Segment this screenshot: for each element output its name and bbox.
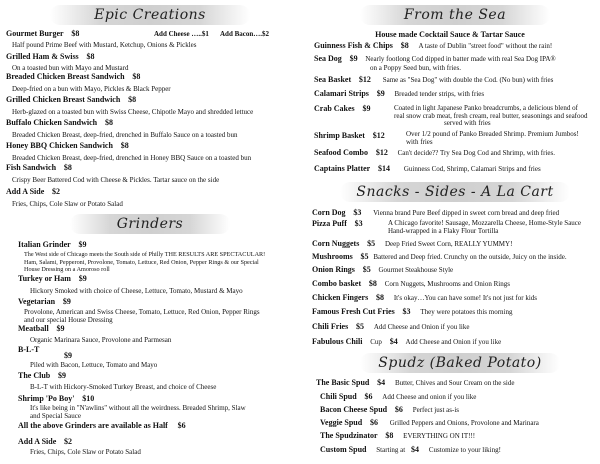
item-name: Combo basket (312, 279, 362, 288)
item-price: $8 (376, 293, 385, 302)
club-item (18, 372, 318, 381)
item-description: Grilled Peppers and Onions, Provolone and Marinara (389, 419, 539, 427)
item-price: $4 (377, 378, 386, 387)
item-name: Corn Dog (312, 208, 346, 217)
item-description (406, 131, 600, 146)
spudzinator-item (320, 432, 600, 441)
basic-spud-item (316, 379, 600, 388)
item-price: $9 (58, 371, 67, 380)
item-description (388, 220, 600, 236)
corn-dog-item (312, 209, 600, 218)
chili-spud-item (320, 393, 600, 402)
item-price: $8 (86, 52, 95, 61)
item-price: $9 (78, 274, 87, 283)
item-price: $2 (64, 437, 73, 446)
item-name: Gourmet Burger (6, 29, 64, 38)
description-line: Provolone, American and Swiss Cheese, Tomato, Lettuce, Red Onion, Pepper Rings (24, 308, 260, 316)
description-line: Over 1/2 pound of Panko Breaded Shrimp. Premium Jumbos! (406, 130, 579, 138)
item-price: $8 (385, 431, 394, 440)
item-price: $8 (104, 118, 113, 127)
blt-item (18, 345, 318, 360)
description-line: real snow crab meat, fresh cream, real butter, seasonings and seafood (394, 111, 588, 120)
item-price: $8 (63, 163, 72, 172)
item-price: $9 (64, 351, 72, 360)
breaded-chicken-item (6, 73, 306, 82)
item-price: $8 (128, 95, 137, 104)
item-description: Customize to your liking! (428, 446, 501, 454)
from-the-sea-heading: From the Sea (360, 5, 550, 25)
item-description (24, 251, 324, 274)
item-description (394, 105, 600, 128)
item-name: Fish Sandwich (6, 163, 57, 172)
half-grinder-item (18, 422, 318, 431)
item-description (24, 309, 324, 324)
item-description: Add Cheese and Onion if you like (405, 338, 502, 346)
item-price: $4 (411, 445, 420, 454)
item-price: $2 (52, 187, 61, 196)
item-name: Seafood Combo (314, 148, 369, 157)
description-line: Ham, Salami, Pepperoni, Provolone, Tomato, Lettuce, Red Onion, Pepper Rings & our Special (24, 258, 259, 266)
item-price: $8 (368, 279, 377, 288)
item-description: They were potatoes this morning (420, 308, 513, 316)
item-price: $6 (369, 418, 378, 427)
item-description: Organic Marinara Sauce, Provolone and Parmesan (30, 336, 172, 344)
description-line: and our special House Dressing (24, 315, 113, 324)
item-name: The Spudzinator (320, 431, 378, 440)
item-name: Grilled Chicken Breast Sandwich (6, 95, 121, 104)
item-description: Deep-fried on a bun with Mayo, Pickles & Black Pepper (12, 85, 171, 93)
item-price: $12 (375, 148, 388, 157)
item-name: Add A Side (18, 437, 57, 446)
add-side-item (6, 188, 306, 197)
chicken-fingers-item (312, 294, 600, 303)
italian-grinder-item (18, 241, 318, 250)
item-description: On a toasted bun with Mayo and Mustard (12, 64, 129, 72)
item-name: Corn Nuggets (312, 239, 360, 248)
item-description: Add Cheese and onion if you like (382, 393, 477, 401)
item-description: Herb-glazed on a toasted bun with Swiss Cheese, Chipotle Mayo and shredded lettuce (12, 108, 254, 116)
honey-bbq-item (6, 142, 306, 151)
seafood-combo-item (314, 149, 600, 158)
item-description: Nearly footlong Cod dipped in batter made with real Sea Dog IPA® (365, 55, 556, 63)
item-name: Famous Fresh Cut Fries (312, 307, 395, 316)
item-description: Can't decide?? Try Sea Dog Cod and Shrimp, with fries. (397, 149, 555, 157)
item-description: Breaded Chicken Breast, deep-fried, drenched in Honey BBQ Sauce on a toasted bun (12, 154, 252, 162)
item-price: $12 (372, 131, 385, 140)
item-name: Vegetarian (18, 297, 56, 306)
item-description: Guinness Cod, Shrimp, Calamari Strips and fries (403, 165, 541, 173)
item-name: Shrimp Basket (314, 131, 365, 140)
fish-sandwich-item (6, 164, 306, 173)
item-price: $4 (389, 337, 398, 346)
item-name: Chili Spud (320, 392, 357, 401)
item-name: Meatball (18, 324, 49, 333)
item-name: Chili Fries (312, 322, 349, 331)
item-price: $10 (82, 394, 95, 403)
item-name: Onion Rings (312, 265, 355, 274)
custom-spud-item (320, 446, 600, 455)
grinders-heading: Grinders (70, 214, 230, 234)
corn-nuggets-item (312, 240, 600, 249)
sea-dog-item (314, 55, 600, 64)
description-line: House Dressing on a Amoroso roll (24, 266, 110, 273)
item-name: Buffalo Chicken Sandwich (6, 118, 98, 127)
item-price: $9 (349, 54, 358, 63)
item-name: Sea Basket (314, 75, 352, 84)
item-description: Battered and Deep fried. Crunchy on the outside, Juicy on the inside. (373, 253, 567, 261)
item-price: $6 (177, 421, 186, 430)
item-description: A taste of Dublin "street food" without the rain! (418, 42, 553, 50)
item-description: Perfect just as-is (412, 406, 459, 414)
item-price: $5 (356, 322, 365, 331)
item-description: Deep Fried Sweet Corn, REALLY YUMMY! (384, 240, 513, 248)
item-price: $6 (364, 392, 373, 401)
item-price: $5 (360, 252, 369, 261)
item-description: Breaded tender strips, with fries (394, 90, 485, 98)
item-description: Piled with Bacon, Lettuce, Tomato and Mayo (30, 361, 158, 369)
calamari-item (314, 90, 600, 99)
grilled-ham-item (6, 53, 306, 62)
description-line: with fries (406, 137, 433, 146)
shrimp-po-boy-item (18, 395, 318, 404)
item-name: Crab Cakes (314, 104, 355, 113)
item-description: Vienna brand Pure Beef dipped in sweet corn bread and deep fried (373, 209, 560, 217)
guinness-item (314, 42, 600, 51)
item-price: $8 (71, 29, 80, 38)
veggie-spud-item (320, 419, 600, 428)
item-description (30, 405, 330, 420)
item-price: $6 (394, 405, 403, 414)
item-name: Bacon Cheese Spud (320, 405, 388, 414)
captains-platter-item (314, 165, 600, 174)
item-name: Mushrooms (312, 252, 353, 261)
turkey-ham-item (18, 275, 318, 284)
sea-subtitle: House made Cocktail Sauce & Tartar Sauce (375, 30, 525, 39)
chili-fries-item (312, 323, 600, 332)
item-name: Turkey or Ham (18, 274, 71, 283)
item-price: $3 (354, 219, 363, 228)
item-name: Grilled Ham & Swiss (6, 52, 79, 61)
item-description: Fries, Chips, Cole Slaw or Potato Salad (30, 448, 141, 456)
item-price: $9 (362, 104, 371, 113)
item-name: Guinness Fish & Chips (314, 41, 393, 50)
item-price: $8 (120, 141, 129, 150)
item-price: $5 (362, 265, 371, 274)
gourmet-burger-item (6, 30, 306, 39)
description-line: Hand-wrapped in a Flaky Flour Tortilla (388, 226, 499, 235)
item-name: The Club (18, 371, 51, 380)
add-cheese-option: Add Cheese …..$1 (154, 30, 209, 38)
item-description: Add Cheese and Onion if you like (373, 323, 470, 331)
item-description: Fries, Chips, Cole Slaw or Potato Salad (12, 200, 123, 208)
item-description: Half pound Prime Beef with Mustard, Ketchup, Onions & Pickles (12, 41, 197, 49)
item-name: Honey BBQ Chicken Sandwich (6, 141, 113, 150)
item-description: Butter, Chives and Sour Cream on the side (394, 379, 515, 387)
item-description: It's okay…You can have some! It's not just for kids (393, 294, 537, 302)
sea-basket-item (314, 76, 600, 85)
item-description: EVERYTHING ON IT!!! (403, 432, 476, 440)
fabulous-chili-item (312, 338, 600, 347)
fresh-cut-fries-item (312, 308, 600, 317)
chili-size-label: Cup (370, 338, 382, 346)
vegetarian-item (18, 298, 318, 307)
item-name: Custom Spud (320, 445, 367, 454)
item-price: $8 (400, 41, 409, 50)
item-description: Hickory Smoked with choice of Cheese, Lettuce, Tomato, Mustard & Mayo (30, 287, 243, 295)
item-name: Pizza Puff (312, 219, 347, 228)
starting-at-label: Starting at (376, 446, 406, 454)
item-price: $5 (367, 239, 376, 248)
item-name: All the above Grinders are available as Half (18, 421, 168, 430)
bacon-cheese-spud-item (320, 406, 600, 415)
item-price: $14 (378, 164, 391, 173)
item-name: B-L-T (18, 345, 40, 354)
item-description: Corn Nuggets, Mushrooms and Onion Rings (384, 280, 510, 288)
item-name: The Basic Spud (316, 378, 370, 387)
item-description: Same as "Sea Dog" with double the Cod. (No bun) with fries (382, 76, 554, 84)
grilled-chicken-item (6, 96, 306, 105)
add-bacon-option: Add Bacon….$2 (220, 30, 270, 38)
epic-creations-heading: Epic Creations (50, 5, 250, 25)
item-price: $3 (353, 208, 362, 217)
meatball-item (18, 325, 318, 334)
item-description: Breaded Chicken Breast, deep-fried, drenched in Buffalo Sauce on a toasted bun (12, 131, 238, 139)
description-line: A Chicago favorite! Sausage, Mozzarella Cheese, Home-Style Sauce (388, 219, 582, 227)
item-name: Veggie Spud (320, 418, 363, 427)
item-price: $12 (358, 75, 371, 84)
item-description: Gourmet Steakhouse Style (378, 266, 454, 274)
item-description: on a Poppy Seed bun, with fries. (370, 64, 461, 72)
item-description: B-L-T with Hickory-Smoked Turkey Breast, and choice of Cheese (30, 383, 217, 391)
item-price: $9 (56, 324, 65, 333)
item-name: Fabulous Chili (312, 337, 363, 346)
item-name: Italian Grinder (18, 240, 71, 249)
description-line: Coated in light Japanese Panko breadcrumbs, a delicious blend of (394, 104, 578, 112)
snacks-heading: Snacks - Sides - A La Cart (340, 182, 570, 202)
item-price: $9 (62, 297, 71, 306)
mushrooms-item (312, 253, 600, 262)
item-name: Calamari Strips (314, 89, 369, 98)
item-name: Captains Platter (314, 164, 371, 173)
description-line: and Special Sauce (30, 411, 81, 420)
item-description: Crispy Beer Battered Cod with Cheese & Pickles. Tartar sauce on the side (12, 176, 220, 184)
item-name: Chicken Fingers (312, 293, 369, 302)
onion-rings-item (312, 266, 600, 275)
item-price: $8 (132, 72, 141, 81)
item-name: Breaded Chicken Breast Sandwich (6, 72, 125, 81)
description-line: served with fries (444, 119, 491, 128)
item-name: Add A Side (6, 187, 45, 196)
item-price: $9 (376, 89, 385, 98)
item-name: Shrimp 'Po Boy' (18, 394, 75, 403)
grinder-add-side-item (18, 438, 318, 447)
item-price: $9 (78, 240, 87, 249)
description-line: The West side of Chicago meets the South side of Philly THE RESULTS ARE SPECTACULAR! (24, 251, 266, 258)
combo-basket-item (312, 280, 600, 289)
item-price: $3 (402, 307, 411, 316)
description-line: It's like being in "N'awlins" without all the weirdness. Breaded Shrimp, Slaw (30, 404, 246, 412)
item-name: Sea Dog (314, 54, 342, 63)
spudz-heading: Spudz (Baked Potato) (360, 353, 560, 373)
buffalo-chicken-item (6, 119, 306, 128)
